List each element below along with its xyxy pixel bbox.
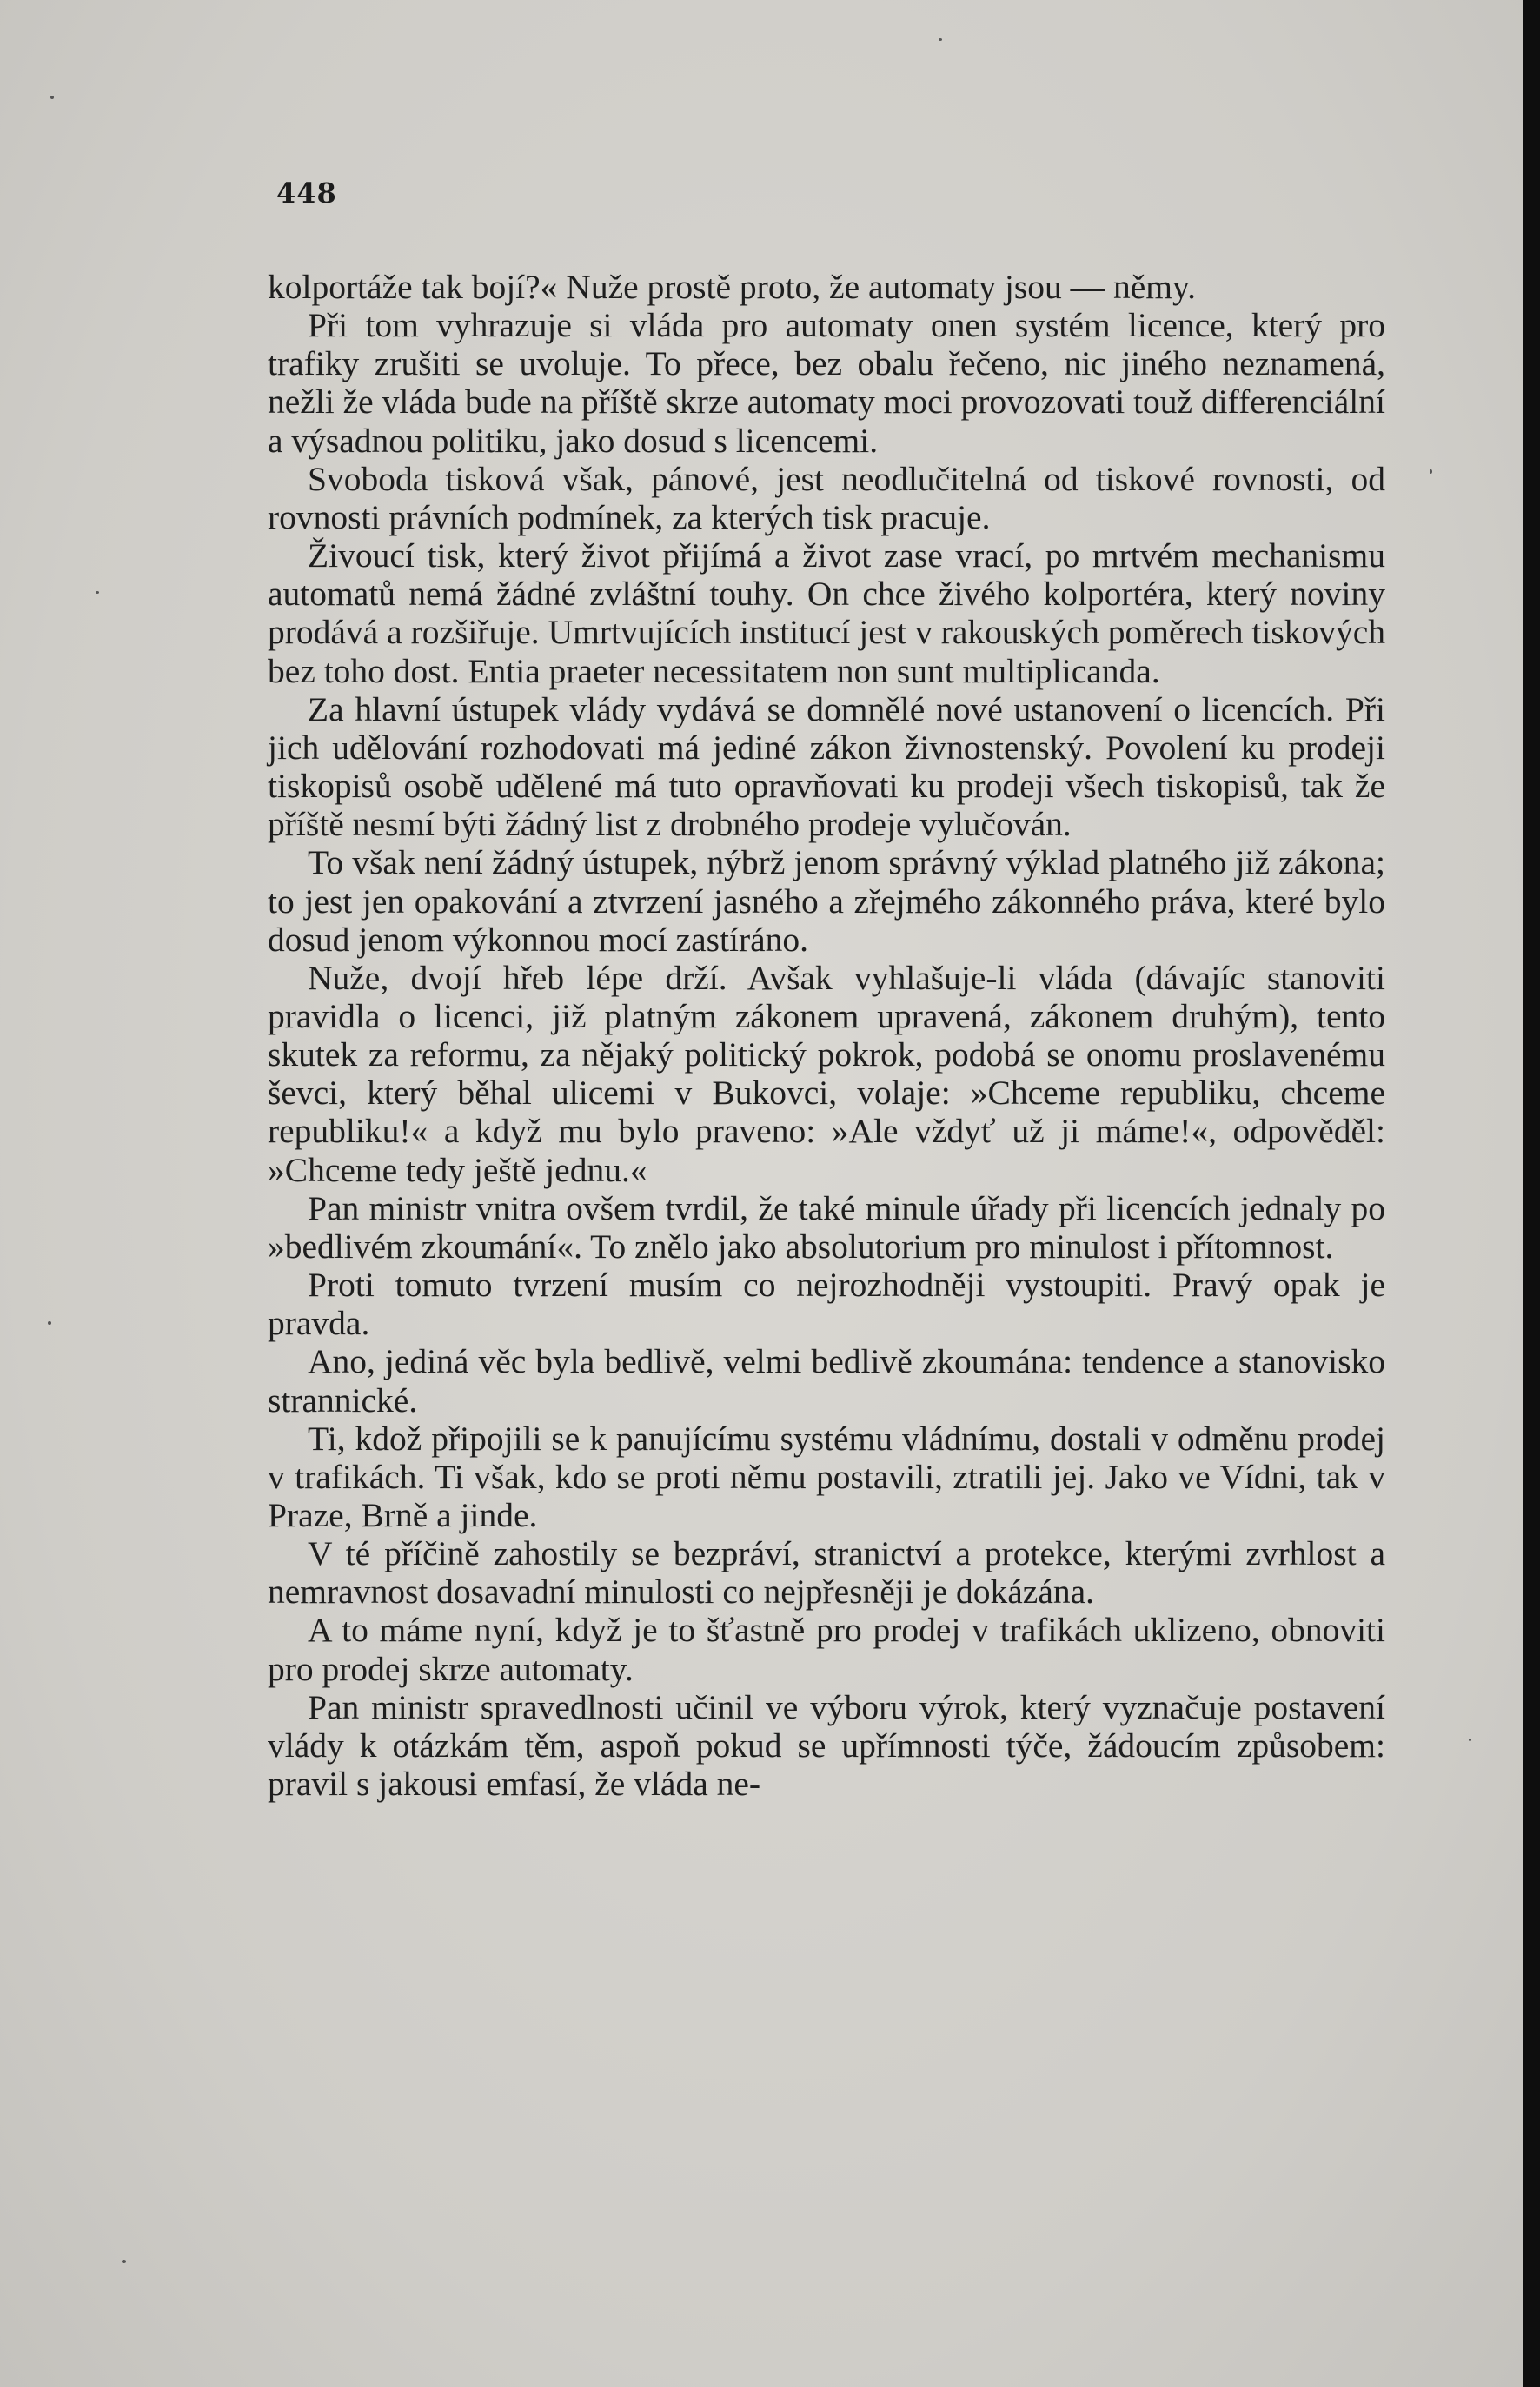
paragraph: Živoucí tisk, který život přijímá a život zase vrací, po mrtvém mechanismu automatů nemá žádné zvláštní touhy. On chce živého kolportéra, který noviny prodává a rozšiřuje. Umrtvujících institucí jest v rakouských poměrech tiskových bez toho dost. Entia praeter necessitatem non sunt multiplicanda.	[268, 536, 1385, 690]
dust-speck	[1469, 1739, 1471, 1741]
paragraph: Ti, kdož připojili se k panujícímu systému vládnímu, dostali v odměnu prodej v trafikách. Ti však, kdo se proti němu postavili, ztratili jej. Jako ve Vídni, tak v Praze, Brně a jinde.	[268, 1419, 1385, 1534]
dust-speck	[122, 2260, 126, 2263]
dust-speck	[96, 591, 99, 594]
paragraph: V té příčině zahostily se bezpráví, stranictví a protekce, kterými zvrhlost a nemravnost dosavadní minulosti co nejpřesněji je dokázána.	[268, 1534, 1385, 1612]
paragraph: Pan ministr spravedlnosti učinil ve výboru výrok, který vyznačuje postavení vlády k otázkám těm, aspoň pokud se upřímnosti týče, žádoucím způsobem: pravil s jakousi emfasí, že vláda ne-	[268, 1687, 1385, 1804]
paragraph: Ano, jediná věc byla bedlivě, velmi bedlivě zkoumána: tendence a stanovisko strannické.	[268, 1342, 1385, 1420]
scan-edge	[1523, 0, 1540, 2387]
dust-speck	[48, 1321, 51, 1325]
paragraph: Proti tomuto tvrzení musím co nejrozhodněji vystoupiti. Pravý opak je pravda.	[268, 1266, 1385, 1343]
dust-speck	[50, 96, 54, 99]
paragraph: Pan ministr vnitra ovšem tvrdil, že také minule úřady při licencích jednaly po »bedlivém zkoumání«. To znělo jako absolutorium pro minulost i přítomnost.	[268, 1188, 1385, 1266]
paragraph: Za hlavní ústupek vlády vydává se domnělé nové ustanovení o licencích. Při jich udělování rozhodovati má jediné zákon živnostenský. Povolení ku prodeji tiskopisů osobě udělené má tuto opravňovati ku prodeji všech tiskopisů, tak že příště nesmí býti žádný list z drobného prodeje vylučován.	[268, 689, 1385, 844]
paragraph: To však není žádný ústupek, nýbrž jenom správný výklad platného již zákona; to jest jen opakování a ztvrzení jasného a zřejmého zákonného práva, které bylo dosud jenom výkonnou mocí zastíráno.	[268, 843, 1385, 959]
paragraph: kolportáže tak bojí?« Nuže prostě proto, že automaty jsou — němy.	[268, 268, 1197, 306]
body-text	[268, 268, 1385, 1803]
dust-speck	[1430, 469, 1432, 474]
page-number: 448	[276, 176, 337, 209]
paragraph: Svoboda tisková však, pánové, jest neodlučitelná od tiskové rovnosti, od rovnosti právních podmínek, za kterých tisk pracuje.	[268, 459, 1385, 536]
paragraph: A to máme nyní, když je to šťastně pro prodej v trafikách uklizeno, obnoviti pro prodej skrze automaty.	[268, 1611, 1385, 1688]
dust-speck	[939, 38, 942, 41]
paragraph: Při tom vyhrazuje si vláda pro automaty onen systém licence, který pro trafiky zrušiti se uvoluje. To přece, bez obalu řečeno, nic jiného neznamená, nežli že vláda bude na příště skrze automaty moci provozovati touž differenciální a výsadnou politiku, jako dosud s licencemi.	[268, 306, 1385, 460]
paragraph: Nuže, dvojí hřeb lépe drží. Avšak vyhlašuje-li vláda (dávajíc stanoviti pravidla o licenci, již platným zákonem upravená, zákonem druhým), tento skutek za reformu, za nějaký politický pokrok, podobá se onomu proslavenému ševci, který běhal ulicemi v Bukovci, volaje: »Chceme republiku, chceme republiku!« a když mu bylo praveno: »Ale vždyť už ji máme!«, odpověděl: »Chceme tedy ještě jednu.«	[268, 958, 1385, 1189]
